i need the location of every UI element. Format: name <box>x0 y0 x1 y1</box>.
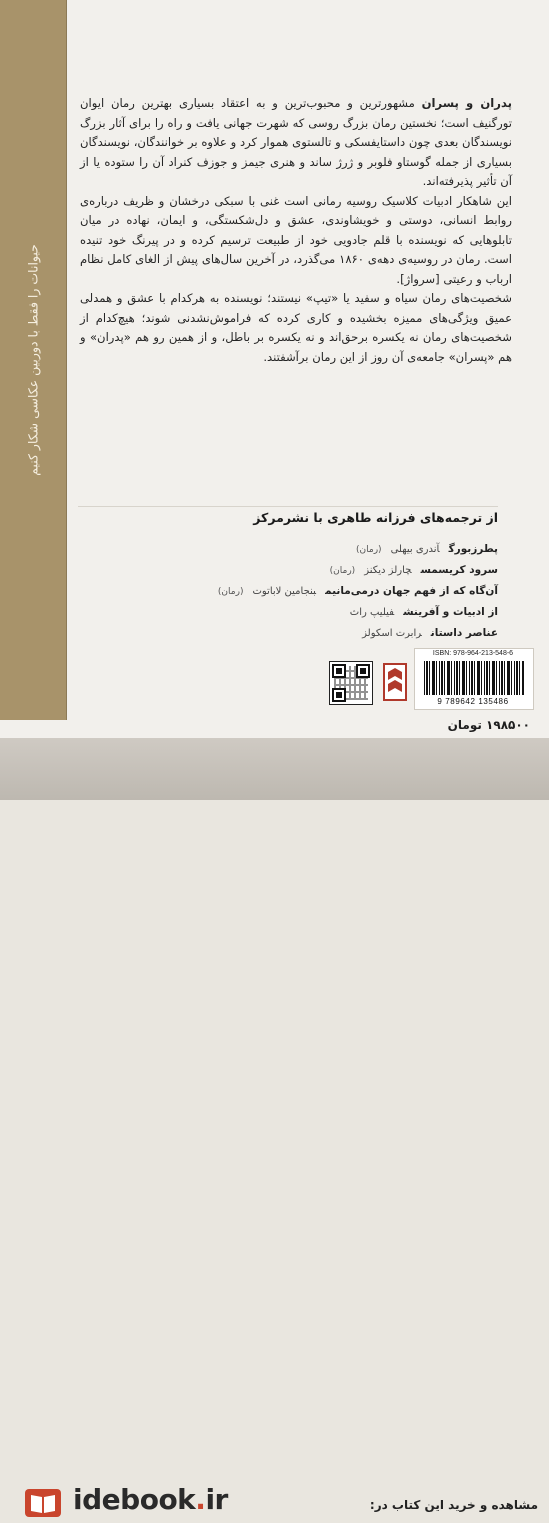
related-kind: (رمان) <box>329 566 356 576</box>
related-author: آندری بیهلی <box>390 544 440 555</box>
description-paragraph-1 <box>80 94 512 192</box>
related-kind: (رمان) <box>217 587 244 597</box>
qr-finder-pattern <box>332 664 346 678</box>
qr-finder-pattern <box>332 688 346 702</box>
related-list <box>80 539 498 644</box>
list-item <box>80 560 498 581</box>
publisher-logo-icon <box>382 662 408 702</box>
isbn-text: ISBN: 978-964-213-548-6 <box>432 650 514 657</box>
footer-banner[interactable] <box>0 738 549 1516</box>
list-item <box>80 602 498 623</box>
logo-tld: ir <box>205 1483 228 1516</box>
ideb-logo[interactable] <box>73 1483 228 1516</box>
related-author: چارلز دیکنز <box>364 565 412 576</box>
list-item <box>80 623 498 644</box>
related-author: رابرت اسکولز <box>362 628 422 639</box>
related-author: بنجامین لاباتوت <box>252 586 317 597</box>
spine-text: حیوانات را فقط با دوربین عکاسی شکار کنیم <box>25 244 41 476</box>
logo-dot: . <box>195 1483 206 1516</box>
list-item <box>80 581 498 602</box>
qr-finder-pattern <box>356 664 370 678</box>
description-paragraph-1-text: مشهورترین و محبوب‌ترین و به اعتقاد بسیاری بهترین رمان ایوان تورگنیف است؛ نخستین رمان بزرگ روسی که شهرت جهانی یافت و راه را برای آثار بزرگ نویسندگان بعدی چون داستایفسکی و تالستوی هموار کرد و علاوه بر خوانندگان، نویسندگان بسیاری از جمله گوستاو فلوبر و ژرژ ساند و هنری جیمز و جوزف کنراد آن را ستوده یا از آن تأثیر پذیرفته‌اند. <box>80 96 512 188</box>
ideb-book-icon <box>23 1483 63 1523</box>
related-author: فیلیپ راث <box>349 607 395 618</box>
related-title: آن‌گاه که از فهم جهان درمی‌مانیم <box>325 585 498 597</box>
list-item <box>80 539 498 560</box>
related-title: پطرزبورگ <box>448 543 498 555</box>
logo-part: ok <box>158 1483 196 1516</box>
price: ۱۹۸۵۰۰ تومان <box>447 718 530 732</box>
logo-part: ideb <box>73 1483 140 1516</box>
barcode-number: 9 789642 135486 <box>437 697 509 706</box>
related-title: عناصر داستان <box>430 627 498 639</box>
book-description <box>80 94 512 367</box>
description-paragraph-3: شخصیت‌های رمان سیاه و سفید یا «تیپ» نیستند؛ نویسنده به هرکدام با عشق و همدلی عمیق ویژگی‌های ممیزه بخشیده و کاری کرده که فراموش‌نشدنی شوند؛ هیچ‌کدام از شخصیت‌های رمان نه یکسره برحق‌اند و نه یکسره بر باطل، و از همین رو هم «پدران» و هم «پسران» جامعه‌ی آن روز از این رمان برآشفتند. <box>80 291 512 364</box>
book-title-inline: پدران و پسران <box>421 96 513 110</box>
barcode-icon <box>424 661 524 695</box>
description-paragraph-2: این شاهکار ادبیات کلاسیک روسیه رمانی است غنی با سبکی درخشان و ظریف درباره‌ی روابط انسانی، دوستی و خویشاوندی، عشق و دل‌شکستگی، و ایمان، نهاده در میان تابلوهایی که نویسنده با قلم جادویی خود از طبیعت ترسیم کرده و در پیرنگ خود تنیده است. رمان در روسیه‌ی دهه‌ی ۱۸۶۰ می‌گذرد، در آخرین سال‌های پیش از الغای کامل نظام ارباب و رعیتی [سرواژ]. <box>80 193 512 286</box>
qr-code <box>329 661 373 705</box>
spine <box>0 0 67 720</box>
related-title: سرود کریسمس <box>420 564 498 576</box>
related-title: از ادبیات و آفرینش <box>403 606 498 618</box>
logo-part: o <box>139 1483 159 1516</box>
related-kind: (رمان) <box>356 545 382 555</box>
section-divider <box>78 506 498 507</box>
related-heading: از ترجمه‌های فرزانه طاهری با نشرمرکز <box>253 510 498 525</box>
footer-cta: مشاهده و خرید این کتاب در: <box>369 1498 538 1512</box>
